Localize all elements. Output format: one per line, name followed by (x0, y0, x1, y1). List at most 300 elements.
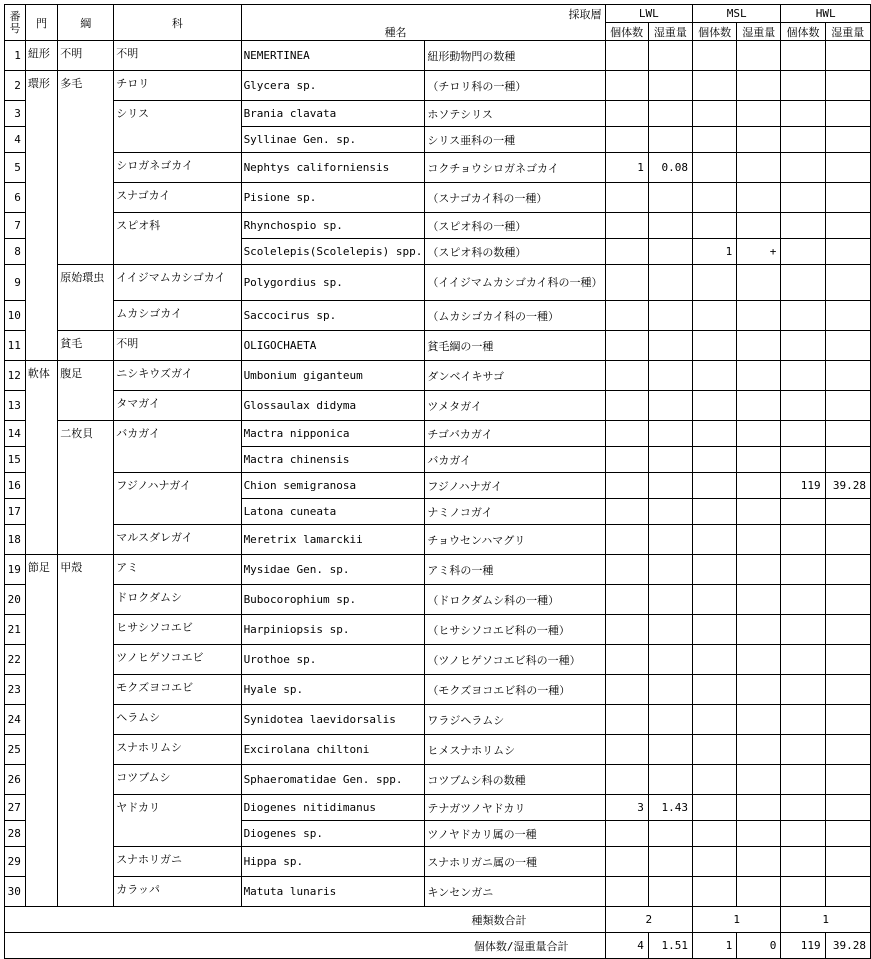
scientific-name-cell: Diogenes nitidimanus (241, 795, 425, 821)
family-cell: タマガイ (114, 391, 241, 421)
scientific-name-cell: Glycera sp. (241, 71, 425, 101)
hwl-count-cell (781, 705, 825, 735)
lwl-count-cell (605, 735, 648, 765)
msl-count-cell (693, 301, 737, 331)
msl-count-cell (693, 361, 737, 391)
phylum-cell: 軟体 (25, 361, 57, 555)
msl-count-cell: 1 (693, 239, 737, 265)
table-row (5, 675, 871, 705)
scientific-name-cell: Diogenes sp. (241, 821, 425, 847)
lwl-count-cell (605, 705, 648, 735)
scientific-name-cell: Rhynchospio sp. (241, 213, 425, 239)
scientific-name-cell: Brania clavata (241, 101, 425, 127)
japanese-name-cell: （ムカシゴカイ科の一種） (425, 301, 605, 331)
hwl-count-cell (781, 239, 825, 265)
lwl-count-cell (605, 555, 648, 585)
msl-weight-total: 0 (737, 933, 781, 959)
row-number-cell: 11 (5, 331, 26, 361)
table-row (5, 183, 871, 213)
msl-count-cell (693, 705, 737, 735)
lwl-weight-cell (648, 877, 692, 907)
row-number-cell: 2 (5, 71, 26, 101)
msl-weight-cell (737, 127, 781, 153)
japanese-name-cell: （イイジマムカシゴカイ科の一種） (425, 265, 605, 301)
hwl-weight-cell (825, 183, 870, 213)
class-cell: 原始環虫 (58, 265, 114, 331)
table-row (5, 585, 871, 615)
header-class: 綱 (58, 5, 114, 41)
count-weight-total-row (5, 933, 871, 959)
hwl-weight-cell (825, 331, 870, 361)
species-total-label: 種類数合計 (5, 907, 606, 933)
lwl-count-cell: 3 (605, 795, 648, 821)
japanese-name-cell: スナホリガニ属の一種 (425, 847, 605, 877)
class-cell: 甲殻 (58, 555, 114, 907)
msl-count-cell (693, 183, 737, 213)
hwl-count-cell (781, 301, 825, 331)
species-table (4, 4, 871, 959)
hwl-count-cell (781, 615, 825, 645)
hwl-count-cell: 119 (781, 473, 825, 499)
family-cell: 不明 (114, 331, 241, 361)
row-number-cell: 18 (5, 525, 26, 555)
hwl-count-cell (781, 795, 825, 821)
table-row (5, 877, 871, 907)
row-number-cell: 21 (5, 615, 26, 645)
japanese-name-cell: フジノハナガイ (425, 473, 605, 499)
scientific-name-cell: Mysidae Gen. sp. (241, 555, 425, 585)
family-cell: スナゴカイ (114, 183, 241, 213)
family-cell: スピオ科 (114, 213, 241, 265)
lwl-weight-cell (648, 675, 692, 705)
japanese-name-cell: ダンベイキサゴ (425, 361, 605, 391)
lwl-count-cell (605, 101, 648, 127)
scientific-name-cell: Hyale sp. (241, 675, 425, 705)
japanese-name-cell: テナガツノヤドカリ (425, 795, 605, 821)
scientific-name-cell: Glossaulax didyma (241, 391, 425, 421)
msl-count-cell (693, 265, 737, 301)
family-cell: アミ (114, 555, 241, 585)
lwl-count-cell (605, 301, 648, 331)
hwl-count-cell (781, 675, 825, 705)
row-number-cell: 19 (5, 555, 26, 585)
hwl-count-cell (781, 555, 825, 585)
lwl-weight-cell (648, 71, 692, 101)
msl-count-cell (693, 615, 737, 645)
msl-count-cell (693, 765, 737, 795)
hwl-count-cell (781, 447, 825, 473)
lwl-weight-cell (648, 101, 692, 127)
row-number-cell: 26 (5, 765, 26, 795)
row-number-cell: 6 (5, 183, 26, 213)
row-number-cell: 8 (5, 239, 26, 265)
msl-count-cell (693, 127, 737, 153)
msl-weight-cell (737, 645, 781, 675)
lwl-count-cell (605, 421, 648, 447)
msl-count-cell (693, 41, 737, 71)
japanese-name-cell: （スピオ科の数種） (425, 239, 605, 265)
hwl-count-cell (781, 847, 825, 877)
scientific-name-cell: Bubocorophium sp. (241, 585, 425, 615)
header-species (241, 5, 605, 41)
hwl-weight-cell (825, 795, 870, 821)
msl-count-cell (693, 877, 737, 907)
lwl-count-total: 4 (605, 933, 648, 959)
hwl-count-cell (781, 821, 825, 847)
class-cell: 二枚貝 (58, 421, 114, 555)
japanese-name-cell: 貧毛綱の一種 (425, 331, 605, 361)
hwl-weight-cell (825, 127, 870, 153)
lwl-count-cell (605, 499, 648, 525)
hwl-count-cell (781, 499, 825, 525)
scientific-name-cell: Harpiniopsis sp. (241, 615, 425, 645)
header-layer-label: 採取層 (568, 8, 602, 21)
phylum-cell: 紐形 (25, 41, 57, 71)
lwl-count-cell: 1 (605, 153, 648, 183)
hwl-weight-cell (825, 361, 870, 391)
msl-weight-cell (737, 499, 781, 525)
hwl-weight-cell (825, 153, 870, 183)
family-cell: シリス (114, 101, 241, 153)
row-number-cell: 27 (5, 795, 26, 821)
lwl-count-cell (605, 645, 648, 675)
japanese-name-cell: キンセンガニ (425, 877, 605, 907)
scientific-name-cell: Umbonium giganteum (241, 361, 425, 391)
table-row (5, 101, 871, 127)
lwl-weight-cell (648, 421, 692, 447)
family-cell: ヘラムシ (114, 705, 241, 735)
msl-weight-cell (737, 101, 781, 127)
hwl-count-cell (781, 735, 825, 765)
hwl-weight-cell (825, 239, 870, 265)
table-row (5, 331, 871, 361)
header-lwl-count: 個体数 (605, 23, 648, 41)
hwl-weight-cell (825, 499, 870, 525)
japanese-name-cell: アミ科の一種 (425, 555, 605, 585)
msl-weight-cell (737, 183, 781, 213)
hwl-count-total: 119 (781, 933, 825, 959)
row-number-cell: 10 (5, 301, 26, 331)
scientific-name-cell: Polygordius sp. (241, 265, 425, 301)
msl-weight-cell (737, 821, 781, 847)
table-row (5, 391, 871, 421)
row-number-cell: 25 (5, 735, 26, 765)
scientific-name-cell: Hippa sp. (241, 847, 425, 877)
hwl-weight-cell (825, 525, 870, 555)
row-number-cell: 15 (5, 447, 26, 473)
scientific-name-cell: Sphaeromatidae Gen. spp. (241, 765, 425, 795)
family-cell: マルスダレガイ (114, 525, 241, 555)
hwl-count-cell (781, 525, 825, 555)
row-number-cell: 28 (5, 821, 26, 847)
lwl-count-cell (605, 615, 648, 645)
msl-count-cell (693, 795, 737, 821)
msl-weight-cell (737, 213, 781, 239)
msl-count-cell (693, 153, 737, 183)
hwl-weight-cell (825, 555, 870, 585)
lwl-count-cell (605, 331, 648, 361)
family-cell: 不明 (114, 41, 241, 71)
row-number-cell: 22 (5, 645, 26, 675)
japanese-name-cell: コクチョウシロガネゴカイ (425, 153, 605, 183)
hwl-count-cell (781, 153, 825, 183)
msl-weight-cell (737, 331, 781, 361)
table-row (5, 473, 871, 499)
hwl-count-cell (781, 391, 825, 421)
table-row (5, 555, 871, 585)
table-row (5, 421, 871, 447)
lwl-weight-cell (648, 301, 692, 331)
hwl-count-cell (781, 127, 825, 153)
class-cell: 腹足 (58, 361, 114, 421)
scientific-name-cell: Synidotea laevidorsalis (241, 705, 425, 735)
msl-weight-cell (737, 877, 781, 907)
msl-weight-cell: + (737, 239, 781, 265)
msl-weight-cell (737, 447, 781, 473)
family-cell: ツノヒゲソコエビ (114, 645, 241, 675)
header-hwl-weight: 湿重量 (825, 23, 870, 41)
msl-count-cell (693, 101, 737, 127)
family-cell: イイジマムカシゴカイ (114, 265, 241, 301)
row-number-cell: 29 (5, 847, 26, 877)
lwl-species-total: 2 (605, 907, 692, 933)
msl-count-cell (693, 525, 737, 555)
header-row-top (5, 5, 871, 23)
hwl-weight-cell (825, 705, 870, 735)
scientific-name-cell: Pisione sp. (241, 183, 425, 213)
msl-weight-cell (737, 265, 781, 301)
table-row (5, 705, 871, 735)
scientific-name-cell: Chion semigranosa (241, 473, 425, 499)
scientific-name-cell: Mactra chinensis (241, 447, 425, 473)
lwl-weight-cell (648, 127, 692, 153)
row-number-cell: 12 (5, 361, 26, 391)
family-cell: ヤドカリ (114, 795, 241, 847)
header-msl-weight: 湿重量 (737, 23, 781, 41)
family-cell: コツブムシ (114, 765, 241, 795)
table-row (5, 525, 871, 555)
scientific-name-cell: Matuta lunaris (241, 877, 425, 907)
japanese-name-cell: 紐形動物門の数種 (425, 41, 605, 71)
scientific-name-cell: Urothoe sp. (241, 645, 425, 675)
lwl-weight-cell (648, 361, 692, 391)
scientific-name-cell: Saccocirus sp. (241, 301, 425, 331)
header-species-label: 種名 (384, 26, 407, 39)
hwl-count-cell (781, 71, 825, 101)
row-number-cell: 20 (5, 585, 26, 615)
header-lwl: LWL (605, 5, 692, 23)
family-cell: チロリ (114, 71, 241, 101)
hwl-count-cell (781, 41, 825, 71)
row-number-cell: 14 (5, 421, 26, 447)
msl-weight-cell (737, 525, 781, 555)
hwl-weight-cell (825, 301, 870, 331)
hwl-weight-cell (825, 213, 870, 239)
family-cell: ニシキウズガイ (114, 361, 241, 391)
lwl-count-cell (605, 183, 648, 213)
lwl-weight-cell: 1.43 (648, 795, 692, 821)
msl-count-cell (693, 447, 737, 473)
header-number: 番 号 (5, 5, 26, 41)
hwl-weight-cell: 39.28 (825, 473, 870, 499)
msl-count-cell (693, 473, 737, 499)
japanese-name-cell: コツブムシ科の数種 (425, 765, 605, 795)
row-number-cell: 4 (5, 127, 26, 153)
lwl-count-cell (605, 447, 648, 473)
lwl-weight-cell (648, 765, 692, 795)
lwl-weight-cell (648, 447, 692, 473)
lwl-weight-cell: 0.08 (648, 153, 692, 183)
family-cell: シロガネゴカイ (114, 153, 241, 183)
lwl-count-cell (605, 473, 648, 499)
row-number-cell: 16 (5, 473, 26, 499)
japanese-name-cell: （ヒサシソコエビ科の一種） (425, 615, 605, 645)
table-row (5, 361, 871, 391)
phylum-cell: 節足 (25, 555, 57, 907)
lwl-weight-cell (648, 821, 692, 847)
hwl-weight-cell (825, 421, 870, 447)
msl-weight-cell (737, 41, 781, 71)
msl-count-cell (693, 645, 737, 675)
msl-species-total: 1 (693, 907, 781, 933)
lwl-weight-total: 1.51 (648, 933, 692, 959)
lwl-weight-cell (648, 705, 692, 735)
scientific-name-cell: Mactra nipponica (241, 421, 425, 447)
table-row (5, 645, 871, 675)
row-number-cell: 13 (5, 391, 26, 421)
lwl-count-cell (605, 127, 648, 153)
table-row (5, 795, 871, 821)
lwl-weight-cell (648, 555, 692, 585)
msl-count-cell (693, 71, 737, 101)
table-row (5, 765, 871, 795)
table-row (5, 847, 871, 877)
msl-weight-cell (737, 71, 781, 101)
msl-count-cell (693, 391, 737, 421)
msl-count-cell (693, 331, 737, 361)
msl-count-cell (693, 555, 737, 585)
msl-count-cell (693, 675, 737, 705)
family-cell: ヒサシソコエビ (114, 615, 241, 645)
row-number-cell: 1 (5, 41, 26, 71)
hwl-weight-cell (825, 675, 870, 705)
row-number-cell: 30 (5, 877, 26, 907)
row-number-cell: 5 (5, 153, 26, 183)
scientific-name-cell: Syllinae Gen. sp. (241, 127, 425, 153)
class-cell: 不明 (58, 41, 114, 71)
msl-weight-cell (737, 705, 781, 735)
hwl-weight-cell (825, 265, 870, 301)
family-cell: ムカシゴカイ (114, 301, 241, 331)
header-family: 科 (114, 5, 241, 41)
table-row (5, 301, 871, 331)
msl-weight-cell (737, 675, 781, 705)
japanese-name-cell: （スピオ科の一種） (425, 213, 605, 239)
japanese-name-cell: （モクズヨコエビ科の一種） (425, 675, 605, 705)
header-msl-count: 個体数 (693, 23, 737, 41)
japanese-name-cell: （スナゴカイ科の一種） (425, 183, 605, 213)
hwl-count-cell (781, 101, 825, 127)
lwl-weight-cell (648, 183, 692, 213)
hwl-count-cell (781, 361, 825, 391)
hwl-count-cell (781, 183, 825, 213)
lwl-count-cell (605, 361, 648, 391)
msl-count-cell (693, 213, 737, 239)
hwl-species-total: 1 (781, 907, 871, 933)
lwl-weight-cell (648, 331, 692, 361)
japanese-name-cell: （チロリ科の一種） (425, 71, 605, 101)
msl-count-cell (693, 585, 737, 615)
hwl-weight-cell (825, 101, 870, 127)
family-cell: モクズヨコエビ (114, 675, 241, 705)
lwl-weight-cell (648, 847, 692, 877)
lwl-weight-cell (648, 213, 692, 239)
lwl-weight-cell (648, 41, 692, 71)
class-cell: 貧毛 (58, 331, 114, 361)
lwl-count-cell (605, 239, 648, 265)
hwl-weight-cell (825, 821, 870, 847)
row-number-cell: 23 (5, 675, 26, 705)
japanese-name-cell: ツメタガイ (425, 391, 605, 421)
hwl-count-cell (781, 421, 825, 447)
table-row (5, 265, 871, 301)
hwl-weight-cell (825, 735, 870, 765)
hwl-weight-cell (825, 847, 870, 877)
msl-count-total: 1 (693, 933, 737, 959)
japanese-name-cell: チゴバカガイ (425, 421, 605, 447)
hwl-count-cell (781, 331, 825, 361)
japanese-name-cell: ナミノコガイ (425, 499, 605, 525)
phylum-cell: 環形 (25, 71, 57, 361)
hwl-weight-cell (825, 877, 870, 907)
lwl-weight-cell (648, 585, 692, 615)
lwl-count-cell (605, 391, 648, 421)
count-weight-total-label: 個体数/湿重量合計 (5, 933, 606, 959)
table-row (5, 71, 871, 101)
scientific-name-cell: NEMERTINEA (241, 41, 425, 71)
lwl-count-cell (605, 675, 648, 705)
row-number-cell: 9 (5, 265, 26, 301)
hwl-count-cell (781, 645, 825, 675)
msl-count-cell (693, 821, 737, 847)
msl-weight-cell (737, 765, 781, 795)
table-row (5, 153, 871, 183)
hwl-weight-cell (825, 391, 870, 421)
family-cell: スナホリムシ (114, 735, 241, 765)
japanese-name-cell: ツノヤドカリ属の一種 (425, 821, 605, 847)
table-row (5, 41, 871, 71)
lwl-count-cell (605, 821, 648, 847)
lwl-weight-cell (648, 525, 692, 555)
hwl-count-cell (781, 265, 825, 301)
scientific-name-cell: Latona cuneata (241, 499, 425, 525)
scientific-name-cell: Scolelepis(Scolelepis) spp. (241, 239, 425, 265)
family-cell: ドロクダムシ (114, 585, 241, 615)
family-cell: カラッパ (114, 877, 241, 907)
species-total-row (5, 907, 871, 933)
hwl-weight-total: 39.28 (825, 933, 870, 959)
table-row (5, 735, 871, 765)
japanese-name-cell: ワラジヘラムシ (425, 705, 605, 735)
msl-count-cell (693, 847, 737, 877)
lwl-weight-cell (648, 239, 692, 265)
lwl-count-cell (605, 213, 648, 239)
lwl-weight-cell (648, 391, 692, 421)
class-cell: 多毛 (58, 71, 114, 265)
japanese-name-cell: ホソテシリス (425, 101, 605, 127)
hwl-weight-cell (825, 585, 870, 615)
header-msl: MSL (693, 5, 781, 23)
